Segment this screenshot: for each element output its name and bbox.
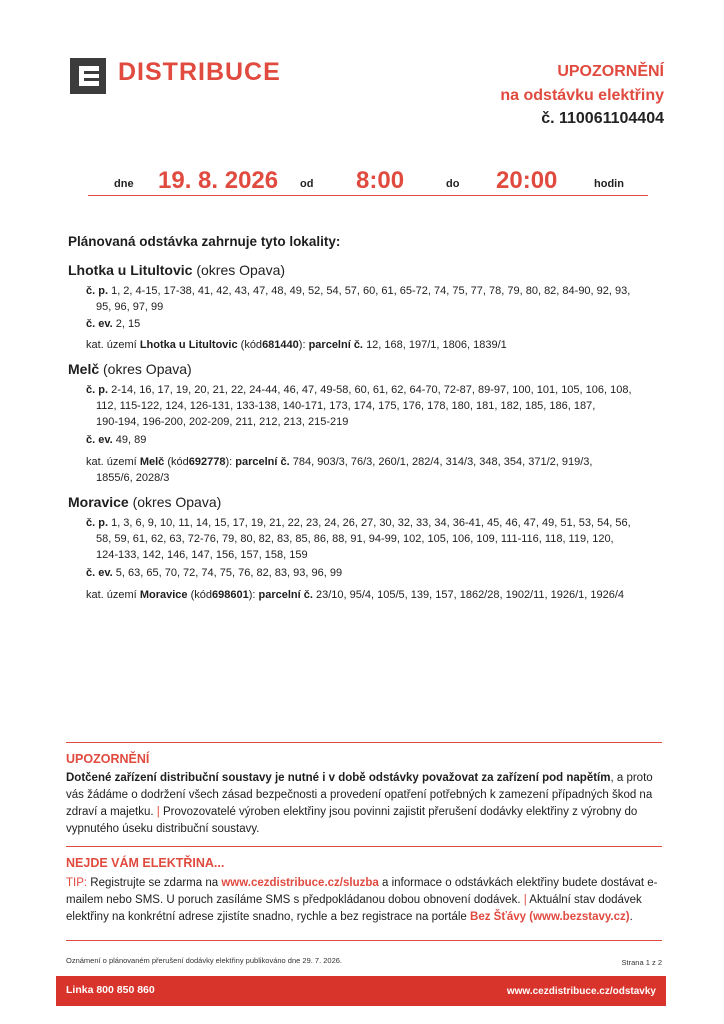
parcel-label: parcelní č.	[235, 456, 290, 468]
cp-values: 2-14, 16, 17, 19, 20, 21, 22, 24-44, 46, 47, 49-58, 60, 61, 62, 64-70, 72-87, 89-97, 100, 101, 105, 106, 108,	[111, 384, 632, 396]
kat-name: Melč	[139, 456, 165, 468]
section-divider	[66, 940, 662, 941]
warning-text-2: Provozovatelé výroben elektřiny jsou povinni zajistit přerušení dodávky elektřiny z výrobny do vypnutého úseku distribuční soustavy.	[66, 806, 638, 835]
location-title: Melč	[68, 361, 100, 377]
location-district: (okres Opava)	[132, 494, 222, 510]
hotline[interactable]: Linka 800 850 860	[66, 984, 155, 996]
parcel-values-cont: 1855/6, 2028/3	[96, 472, 170, 484]
kat-code: 692778	[188, 456, 226, 468]
location-name	[68, 262, 285, 278]
cp-list	[86, 382, 668, 430]
logo-text: DISTRIBUCE	[118, 58, 281, 86]
section-divider	[66, 742, 662, 743]
location-district: (okres Opava)	[196, 262, 286, 278]
ev-list	[86, 565, 668, 581]
ev-values: 2, 15	[115, 318, 141, 330]
to-time: 20:00	[496, 167, 558, 194]
location-title: Lhotka u Litultovic	[68, 262, 193, 278]
warning-title: UPOZORNĚNÍ	[66, 752, 150, 766]
warning-text-1: , a proto vás žádáme o dodržení všech zásad bezpečnosti a provedení opatření potřebných k zamezení případných škod na zdraví a majetku.	[66, 772, 653, 818]
cp-values-cont: 112, 115-122, 124, 126-131, 133-138, 140-171, 173, 174, 175, 176, 178, 180, 181, 182, 185, 186, 187,	[96, 400, 596, 412]
kat-prefix: kat. území	[86, 339, 137, 351]
registration-link[interactable]: www.cezdistribuce.cz/sluzba	[221, 877, 379, 889]
from-time: 8:00	[356, 167, 405, 194]
website-link[interactable]: www.cezdistribuce.cz/odstavky	[506, 986, 656, 997]
kat-code: 681440	[262, 339, 299, 351]
separator: |	[156, 806, 160, 818]
cadastral-info	[86, 337, 668, 353]
tip-text-1: Registrujte se zdarma na	[90, 877, 219, 889]
ev-label: č. ev.	[86, 567, 113, 579]
dne-label: dne	[114, 178, 134, 190]
notice-title	[500, 60, 664, 108]
parcel-values: 784, 903/3, 76/3, 260/1, 282/4, 314/3, 348, 354, 371/2, 919/3,	[292, 456, 593, 468]
cadastral-info	[86, 587, 668, 603]
separator: |	[523, 894, 527, 906]
locations-intro: Plánovaná odstávka zahrnuje tyto lokality:	[68, 234, 341, 249]
cp-list	[86, 283, 668, 315]
parcel-label: parcelní č.	[308, 339, 363, 351]
tip-text-2: a informace o odstávkách elektřiny budete dostávat e-mailem nebo SMS. U poruch zasíláme SMS s předpokládanou dobou obnovení dodávek.	[66, 877, 658, 906]
cp-label: č. p.	[86, 517, 109, 529]
warning-text	[66, 770, 666, 838]
kat-code-prefix: (kód	[240, 339, 263, 351]
section-divider	[66, 846, 662, 847]
ev-list	[86, 432, 668, 448]
ev-values: 49, 89	[115, 434, 147, 446]
location-name	[68, 361, 192, 377]
cp-values-cont: 190-194, 196-200, 202-209, 211, 212, 213, 215-219	[96, 416, 349, 428]
ev-label: č. ev.	[86, 434, 113, 446]
kat-code-prefix: (kód	[190, 589, 212, 601]
ev-label: č. ev.	[86, 318, 113, 330]
parcel-label: parcelní č.	[258, 589, 313, 601]
tip-text-3: Aktuální stav dodávek elektřiny na konkrétní adrese zjistíte snadno, rychle a bez registrace na portále	[66, 894, 642, 923]
notice-title-line2: na odstávku elektřiny	[500, 87, 664, 104]
kat-code-prefix: (kód	[167, 456, 189, 468]
portal-url-link[interactable]: (www.bezstavy.cz)	[529, 911, 630, 923]
kat-prefix: kat. území	[86, 589, 137, 601]
cp-label: č. p.	[86, 285, 109, 297]
cez-logo-icon	[70, 58, 106, 94]
cadastral-info	[86, 454, 668, 486]
outage-date: 19. 8. 2026	[158, 167, 279, 194]
kat-code-suffix: ):	[298, 339, 306, 351]
no-power-title: NEJDE VÁM ELEKTŘINA...	[66, 856, 225, 870]
portal-name-link[interactable]: Bez Šťávy	[470, 911, 527, 923]
od-label: od	[300, 178, 314, 190]
hodin-label: hodin	[594, 178, 624, 190]
parcel-values: 12, 168, 197/1, 1806, 1839/1	[366, 339, 507, 351]
cp-values: 1, 2, 4-15, 17-38, 41, 42, 43, 47, 48, 49, 52, 54, 57, 60, 61, 65-72, 74, 75, 77, 78, 79, 80, 82, 84-90, 92, 93,	[111, 285, 631, 297]
cp-values-cont: 95, 96, 97, 99	[96, 301, 164, 313]
outage-date-row	[88, 165, 648, 196]
cp-values: 1, 3, 6, 9, 10, 11, 14, 15, 17, 19, 21, 22, 23, 24, 26, 27, 30, 32, 33, 34, 36-41, 45, 46, 47, 49, 51, 53, 54, 56,	[111, 517, 631, 529]
do-label: do	[446, 178, 460, 190]
tip-label: TIP:	[66, 877, 88, 889]
cp-list	[86, 515, 668, 563]
location-title: Moravice	[68, 494, 129, 510]
no-power-text	[66, 875, 666, 926]
ev-list	[86, 316, 668, 332]
page-number: Strana 1 z 2	[621, 958, 662, 967]
kat-prefix: kat. území	[86, 456, 137, 468]
kat-name: Moravice	[139, 589, 188, 601]
cp-values-cont: 58, 59, 61, 62, 63, 72-76, 79, 80, 82, 83, 85, 86, 88, 91, 94-99, 102, 105, 106, 109, 111-116, 118, 119, 120,	[96, 533, 614, 545]
cp-label: č. p.	[86, 384, 109, 396]
sentence-end: .	[629, 911, 633, 923]
kat-name: Lhotka u Litultovic	[139, 339, 238, 351]
warning-bold-text: Dotčené zařízení distribuční soustavy je nutné i v době odstávky považovat za zařízení pod napětím	[66, 772, 611, 784]
kat-code-suffix: ):	[248, 589, 256, 601]
kat-code: 698601	[211, 589, 249, 601]
footer-bar	[56, 976, 666, 1006]
ev-values: 5, 63, 65, 70, 72, 74, 75, 76, 82, 83, 93, 96, 99	[115, 567, 343, 579]
cp-values-cont: 124-133, 142, 146, 147, 156, 157, 158, 159	[96, 549, 308, 561]
parcel-values: 23/10, 95/4, 105/5, 139, 157, 1862/28, 1902/11, 1926/1, 1926/4	[315, 589, 625, 601]
notice-number: č. 110061104404	[541, 110, 664, 127]
published-note: Oznámení o plánovaném přerušení dodávky elektřiny publikováno dne 29. 7. 2026.	[66, 956, 343, 965]
location-district: (okres Opava)	[103, 361, 192, 377]
notice-title-line1: UPOZORNĚNÍ	[557, 63, 664, 80]
kat-code-suffix: ):	[225, 456, 233, 468]
location-name	[68, 494, 221, 510]
